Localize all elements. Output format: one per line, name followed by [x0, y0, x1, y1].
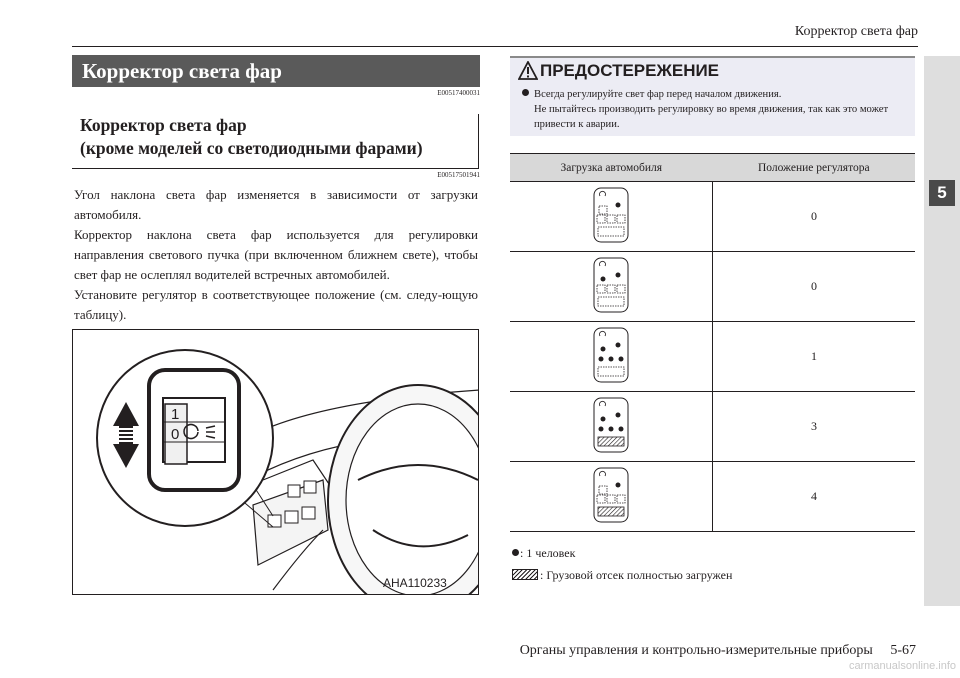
table-row	[510, 462, 915, 532]
load-all-seats-icon	[510, 322, 713, 392]
top-rule	[72, 46, 918, 47]
subheading	[72, 114, 479, 169]
page-footer: Органы управления и контрольно-измерительные приборы 5-67	[519, 643, 916, 658]
watermark: carmanualsonline.info	[848, 660, 956, 672]
legend-person-text: : 1 человек	[520, 546, 576, 560]
body-text	[74, 185, 478, 325]
regulator-position: 0	[713, 252, 916, 322]
warning-line-1: Всегда регулируйте свет фар перед началом движения.	[534, 89, 782, 100]
dial-label-1: 1	[171, 406, 180, 423]
cargo-hatch-icon	[512, 569, 538, 580]
running-head: Корректор света фар	[794, 24, 918, 39]
table-row	[510, 322, 915, 392]
warning-title: ПРЕДОСТЕРЕЖЕНИЕ	[540, 61, 720, 80]
table-row	[510, 182, 915, 252]
dashboard-drawing	[73, 330, 479, 595]
paragraph-2: Корректор наклона света фар используется для регулировки направления светового пучка (при включенном ближнем свете), чтобы свет фар не ослеплял водителей встречных автомобилей.	[74, 227, 478, 282]
legend-person	[512, 542, 732, 564]
regulator-position: 4	[713, 462, 916, 532]
person-dot-icon	[512, 549, 519, 556]
warning-box	[510, 56, 915, 136]
subheading-code: E00517501941	[437, 171, 480, 179]
subheading-line-2: (кроме моделей со светодиодными фарами)	[80, 138, 423, 158]
regulator-position: 1	[713, 322, 916, 392]
section-title: Корректор света фар	[72, 55, 480, 87]
regulator-position: 3	[713, 392, 916, 462]
table-row	[510, 392, 915, 462]
legend-cargo	[512, 564, 732, 586]
warning-line-2: Не пытайтесь производить регулировку во время движения, так как это может привести к аварии.	[534, 104, 889, 130]
table-header-position: Положение регулятора	[713, 154, 916, 182]
load-position-table	[510, 153, 915, 532]
legend	[512, 542, 732, 586]
warning-triangle-icon	[518, 61, 538, 80]
table-row	[510, 252, 915, 322]
chapter-tab-number: 5	[929, 180, 955, 206]
paragraph-3: Установите регулятор в соответствующее положение (см. следу-ющую таблицу).	[74, 287, 478, 322]
dashboard-illustration	[72, 329, 479, 595]
section-code: E00517400031	[437, 89, 480, 97]
bullet-icon	[522, 89, 529, 96]
load-driver-only-icon	[510, 182, 713, 252]
load-front-occupied-icon	[510, 252, 713, 322]
load-all-seats-full-cargo-icon	[510, 392, 713, 462]
subheading-line-1: Корректор света фар	[80, 115, 247, 135]
regulator-position: 0	[713, 182, 916, 252]
figure-id: AHA110233	[383, 576, 447, 590]
legend-cargo-text: : Грузовой отсек полностью загружен	[540, 568, 733, 582]
load-driver-full-cargo-icon	[510, 462, 713, 532]
chapter-tab-bar	[924, 56, 960, 606]
dial-label-0: 0	[171, 426, 180, 443]
warning-item	[522, 87, 910, 132]
table-header-load: Загрузка автомобиля	[510, 154, 713, 182]
paragraph-1: Угол наклона света фар изменяется в зависимости от загрузки автомобиля.	[74, 187, 478, 222]
